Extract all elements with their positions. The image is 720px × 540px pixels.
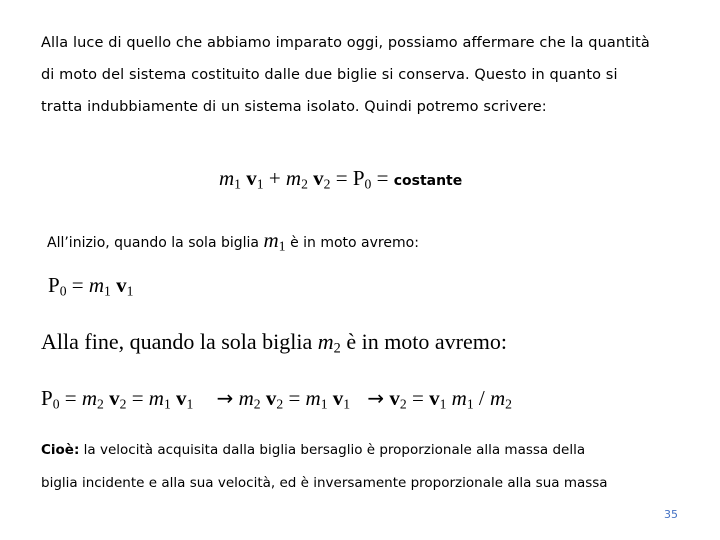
equation-initial: $P_0 = m_1$ $v_1$ — [48, 273, 134, 299]
arrow-right-icon: → — [367, 386, 385, 410]
costante-label: costante — [393, 173, 463, 189]
intro-line-1: Alla luce di quello che abbiamo imparato oggi, possiamo affermare che la quantità — [41, 35, 650, 51]
final-sentence: Alla fine, quando la sola biglia $m_2$ è in moto avremo: — [41, 329, 507, 357]
conclusion-line-2: biglia incidente e alla sua velocità, ed è inversamente proporzionale alla sua massa — [41, 475, 608, 491]
conclusion-line-1: Cioè: la velocità acquisita dalla biglia bersaglio è proporzionale alla massa della — [41, 442, 586, 458]
intro-line-2: di moto del sistema costituito dalle due biglie si conserva. Questo in quanto si — [41, 67, 618, 83]
conclusion-label: Cioè: — [41, 442, 80, 458]
equation-conservation: $m_1$ $v_1 + m_2$ $v_2 = P_0$ = costante — [219, 166, 463, 192]
equation-final: $P_0 = m_2$ $v_2 = m_1$ $v_1 \to m_2$ $v_2 = m_1$ $v_1 \to v_2 = v_1$ $m_1 / m_2$ — [41, 386, 512, 412]
initial-sentence: All’inizio, quando la sola biglia $m_1$ è in moto avremo: — [47, 228, 419, 255]
arrow-right-icon: → — [216, 386, 234, 410]
page-number: 35 — [664, 508, 678, 521]
intro-line-3: tratta indubbiamente di un sistema isolato. Quindi potremo scrivere: — [41, 99, 547, 115]
